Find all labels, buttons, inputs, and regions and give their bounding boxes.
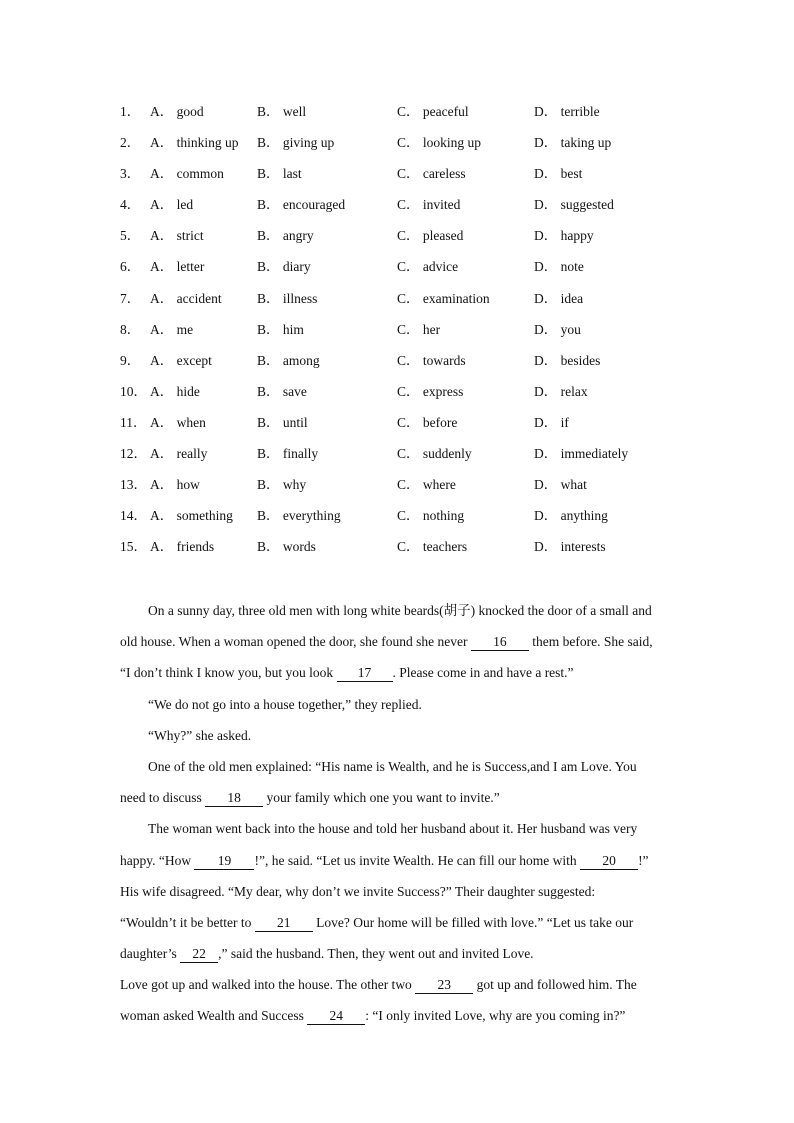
option-a: A． really <box>150 446 208 462</box>
passage-text: woman asked Wealth and Success <box>120 1008 308 1024</box>
option-a: A． me <box>150 321 194 337</box>
option-b: B． encouraged <box>257 197 346 213</box>
option-a: A． strict <box>150 228 204 244</box>
question-number: 3． <box>120 166 141 182</box>
option-c: C． suddenly <box>397 446 472 462</box>
option-d: D． taking up <box>534 135 612 151</box>
question-number: 9． <box>120 352 141 368</box>
passage-text: His wife disagreed. “My dear, why don’t we invite Success?” Their daughter suggested: <box>120 883 596 899</box>
option-a: A． letter <box>150 259 205 275</box>
passage-line <box>120 880 680 911</box>
passage-text: !” <box>638 852 649 868</box>
option-b: B． save <box>257 383 307 399</box>
option-d: D． terrible <box>534 104 600 119</box>
passage-text: “I don’t think I know you, but you look <box>120 665 337 681</box>
blank-20: 20 <box>580 853 638 870</box>
question-number: 10． <box>120 383 147 399</box>
option-b: B． words <box>257 539 316 555</box>
passage-line <box>120 599 680 630</box>
option-row-7 <box>120 288 740 319</box>
question-number: 6． <box>120 259 141 275</box>
option-row-8 <box>120 319 740 350</box>
option-b: B． well <box>257 104 307 119</box>
option-c: C． pleased <box>397 228 464 244</box>
question-number: 13． <box>120 477 147 493</box>
option-a: A． something <box>150 508 233 524</box>
option-b: B． last <box>257 166 302 182</box>
option-a: A． except <box>150 352 212 368</box>
passage-text: got up and followed him. The <box>473 977 637 993</box>
passage-text: : “I only invited Love, why are you coming in?” <box>365 1008 626 1024</box>
passage-line <box>120 755 680 786</box>
option-row-5 <box>120 225 740 256</box>
passage-text: The woman went back into the house and told her husband about it. Her husband was very <box>148 821 638 837</box>
option-d: D． happy <box>534 228 594 244</box>
option-d: D． idea <box>534 290 584 306</box>
option-b: B． everything <box>257 508 341 524</box>
option-b: B． finally <box>257 446 319 462</box>
question-number: 15． <box>120 539 147 555</box>
question-number: 1． <box>120 104 141 119</box>
passage-text: Love got up and walked into the house. The other two <box>120 977 416 993</box>
option-d: D． you <box>534 321 581 337</box>
option-c: C． careless <box>397 166 466 182</box>
option-row-11 <box>120 412 740 443</box>
option-c: C． towards <box>397 352 466 368</box>
option-d: D． immediately <box>534 446 629 462</box>
passage-text: !”, he said. “Let us invite Wealth. He can fill our home with <box>254 852 581 868</box>
passage-line <box>120 693 680 724</box>
option-d: D． besides <box>534 352 601 368</box>
option-a: A． friends <box>150 539 215 555</box>
passage-text: “Wouldn’t it be better to <box>120 914 255 930</box>
option-c: C． teachers <box>397 539 468 555</box>
passage-text: happy. “How <box>120 852 195 868</box>
passage-text: ,” said the husband. Then, they went out and invited Love. <box>218 946 534 962</box>
option-row-10 <box>120 381 740 412</box>
option-row-1 <box>120 101 740 132</box>
passage-line <box>120 849 680 880</box>
option-b: B． until <box>257 414 308 430</box>
blank-21: 21 <box>255 915 313 932</box>
option-row-2 <box>120 132 740 163</box>
option-a: A． accident <box>150 290 222 306</box>
option-d: D． suggested <box>534 197 614 213</box>
option-row-14 <box>120 505 740 536</box>
passage-line <box>120 942 680 973</box>
blank-24: 24 <box>307 1008 365 1025</box>
option-row-15 <box>120 536 740 567</box>
option-d: D． best <box>534 166 583 182</box>
option-row-4 <box>120 194 740 225</box>
option-row-3 <box>120 163 740 194</box>
option-d: D． relax <box>534 383 588 399</box>
question-number: 14． <box>120 508 147 524</box>
option-c: C． her <box>397 321 441 337</box>
passage-text: On a sunny day, three old men with long white beards(胡子) knocked the door of a small and <box>148 603 652 618</box>
option-c: C． looking up <box>397 135 482 151</box>
passage-text: . Please come in and have a rest.” <box>392 665 574 681</box>
blank-22: 22 <box>180 946 218 963</box>
option-c: C． peaceful <box>397 104 469 119</box>
question-number: 4． <box>120 197 141 213</box>
passage-line <box>120 724 680 755</box>
options-list <box>120 101 740 567</box>
option-row-12 <box>120 443 740 474</box>
option-c: C． before <box>397 414 458 430</box>
option-b: B． angry <box>257 228 314 244</box>
passage-text: them before. She said, <box>528 634 653 650</box>
option-c: C． where <box>397 477 456 493</box>
option-d: D． note <box>534 259 584 275</box>
option-d: D． interests <box>534 539 606 555</box>
question-number: 7． <box>120 290 141 306</box>
option-d: D． anything <box>534 508 608 524</box>
option-a: A． hide <box>150 383 200 399</box>
option-a: A． how <box>150 477 200 493</box>
option-b: B． him <box>257 321 304 337</box>
question-number: 11． <box>120 414 147 430</box>
question-number: 8． <box>120 321 141 337</box>
blank-17: 17 <box>337 665 393 682</box>
passage-text: daughter’s <box>120 946 181 962</box>
passage-text: “We do not go into a house together,” they replied. <box>148 696 422 712</box>
question-number: 5． <box>120 228 141 244</box>
option-a: A． thinking up <box>150 135 239 151</box>
option-c: C． express <box>397 383 464 399</box>
option-a: A． common <box>150 166 224 182</box>
option-c: C． advice <box>397 259 459 275</box>
option-b: B． giving up <box>257 135 335 151</box>
passage-text: old house. When a woman opened the door, she found she never <box>120 634 471 650</box>
passage-line <box>120 630 680 661</box>
passage-line <box>120 786 680 817</box>
reading-passage <box>120 599 680 1036</box>
passage-line <box>120 973 680 1004</box>
option-b: B． among <box>257 352 320 368</box>
passage-line <box>120 911 680 942</box>
blank-23: 23 <box>415 977 473 994</box>
blank-18: 18 <box>205 790 263 807</box>
passage-line <box>120 817 680 848</box>
passage-text: One of the old men explained: “His name is Wealth, and he is Success,and I am Love. You <box>148 758 637 774</box>
passage-text: “Why?” she asked. <box>148 727 252 743</box>
passage-text: Love? Our home will be filled with love.” “Let us take our <box>312 914 634 930</box>
option-a: A． led <box>150 197 194 213</box>
option-d: D． what <box>534 477 587 493</box>
option-c: C． examination <box>397 290 490 306</box>
question-number: 12． <box>120 446 147 462</box>
option-row-6 <box>120 256 740 287</box>
passage-line <box>120 661 680 692</box>
option-a: A． good <box>150 104 204 119</box>
option-d: D． if <box>534 414 569 430</box>
question-number: 2． <box>120 135 141 151</box>
option-b: B． illness <box>257 290 318 306</box>
option-c: C． nothing <box>397 508 465 524</box>
option-a: A． when <box>150 414 206 430</box>
blank-19: 19 <box>194 853 254 870</box>
passage-text: your family which one you want to invite.” <box>263 790 500 806</box>
option-row-13 <box>120 474 740 505</box>
option-b: B． diary <box>257 259 311 275</box>
option-row-9 <box>120 350 740 381</box>
option-b: B． why <box>257 477 307 493</box>
option-c: C． invited <box>397 197 461 213</box>
passage-text: need to discuss <box>120 790 206 806</box>
blank-16: 16 <box>471 634 529 651</box>
passage-line <box>120 1004 680 1035</box>
